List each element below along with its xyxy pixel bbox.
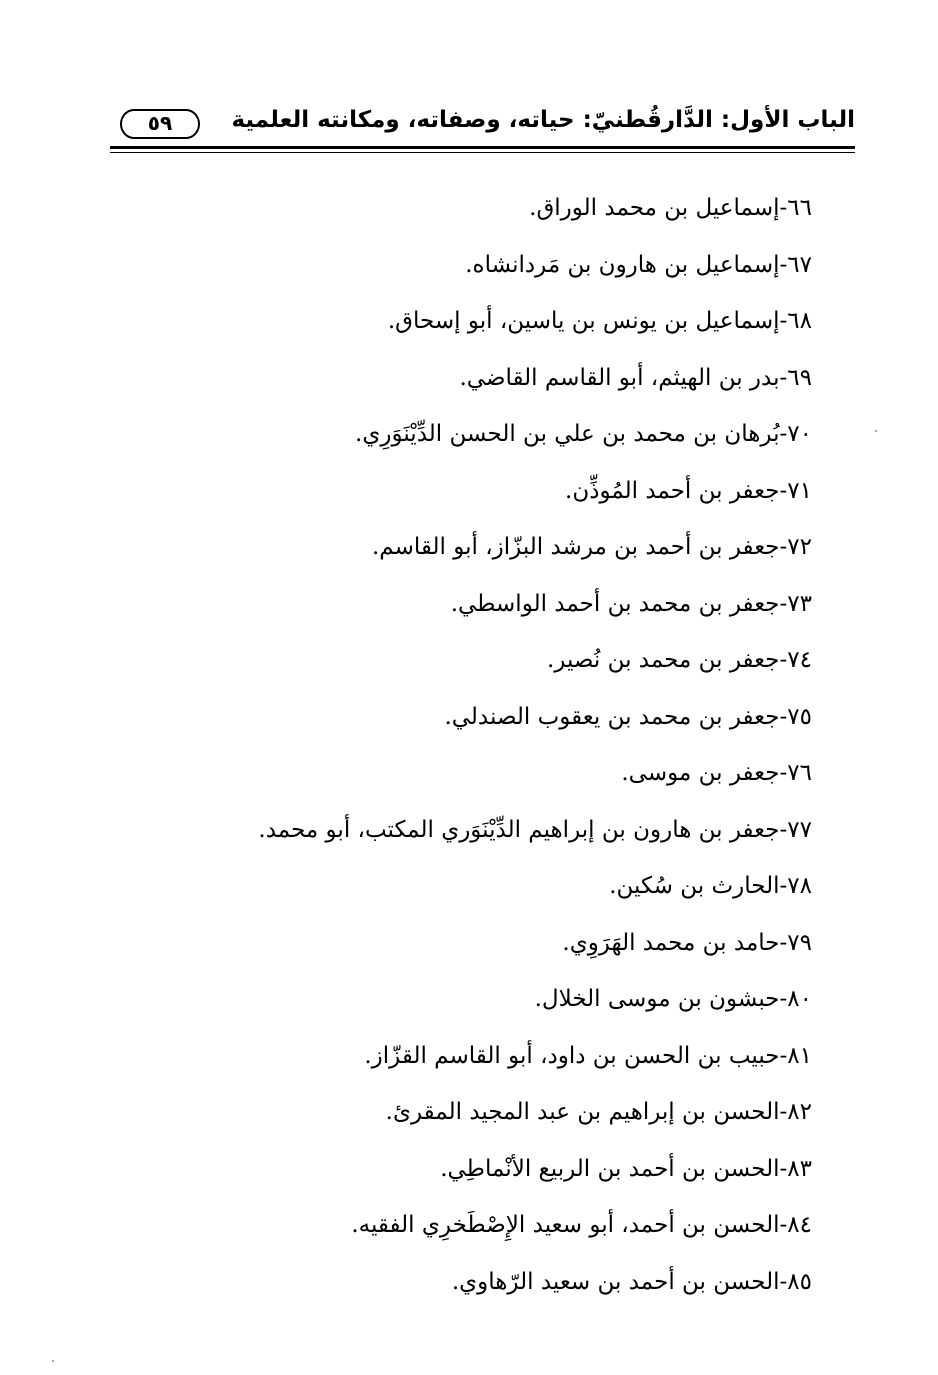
scan-speck [875,430,877,432]
list-item: ٧٩-حامد بن محمد الهَرَوِي. [562,929,812,956]
list-item: ٧٢-جعفر بن أحمد بن مرشد البزّاز، أبو القاسم. [371,534,812,560]
header-rule-thin [110,152,855,153]
list-item: ٦٨-إسماعيل بن يونس بن ياسين، أبو إسحاق. [387,308,812,334]
list-item: ٨٥-الحسن بن أحمد بن سعيد الرّهاوي. [451,1268,812,1295]
list-item: ٧٠-بُرهان بن محمد بن علي بن الحسن الدِّيْنَوَرِي. [355,421,812,447]
list-item: ٧٣-جعفر بن محمد بن أحمد الواسطي. [450,590,812,617]
list-item: ٦٩-بدر بن الهيثم، أبو القاسم القاضي. [459,364,812,391]
list-item: ٧٥-جعفر بن محمد بن يعقوب الصندلي. [444,703,812,730]
list-item: ٧٨-الحارث بن سُكين. [609,873,812,899]
list-item: ٨٤-الحسن بن أحمد، أبو سعيد الإِصْطَخرِي الفقيه. [351,1212,812,1238]
page-header [110,103,855,147]
list-item: ٦٦-إسماعيل بن محمد الوراق. [529,195,812,221]
list-item: ٨٠-حبشون بن موسى الخلال. [534,986,812,1012]
list-item: ٧٧-جعفر بن هارون بن إبراهيم الدِّيْنَوَري المكتب، أبو محمد. [258,816,812,843]
list-item: ٧٤-جعفر بن محمد بن نُصير. [546,647,812,673]
list-item: ٧١-جعفر بن أحمد المُوذِّن. [565,477,812,504]
page-number: ٥٩ [120,109,200,139]
list-item: ٨٢-الحسن بن إبراهيم بن عبد المجيد المقرئ. [385,1099,812,1125]
scan-speck [52,1360,54,1362]
running-title: الباب الأول: الدَّارقُطنيّ: حياته، وصفاته، ومكانته العلمية [231,107,855,133]
header-rule-thick [110,146,855,149]
list-item: ٧٦-جعفر بن موسى. [621,760,812,786]
list-item: ٨١-حبيب بن الحسن بن داود، أبو القاسم القزّاز. [364,1042,812,1069]
list-item: ٦٧-إسماعيل بن هارون بن مَردانشاه. [465,251,812,278]
narrator-list [112,180,812,1310]
list-item: ٨٣-الحسن بن أحمد بن الربيع الأنْماطِي. [440,1155,812,1182]
